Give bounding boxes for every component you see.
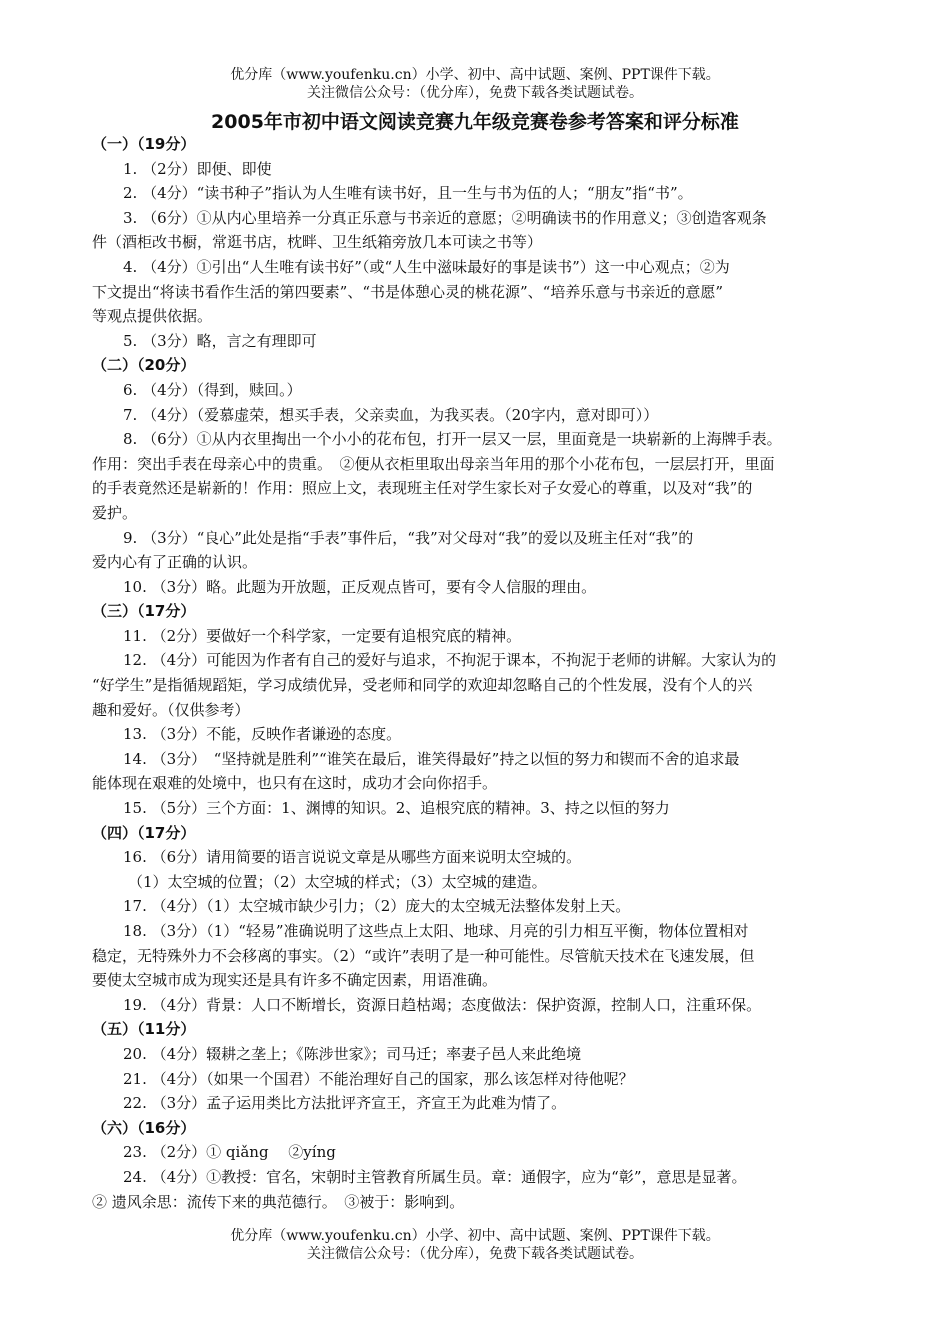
answer-line: 11. （2分）要做好一个科学家，一定要有追根究底的精神。 — [123, 626, 522, 645]
answer-line: 下文提出“将读书看作生活的第四要素”、“书是体憩心灵的桃花源”、“培养乐意与书亲近的意愿” — [92, 282, 724, 301]
answer-line: 19. （4分）背景：人口不断增长，资源日趋枯竭；态度做法：保护资源，控制人口，注重环保。 — [123, 995, 762, 1014]
answer-line: 8. （6分）①从内衣里掏出一个小小的花布包，打开一层又一层，里面竟是一块崭新的上海牌手表。 — [123, 430, 782, 449]
section-heading: （二）（20分） — [92, 356, 196, 375]
answer-line: 稳定，无特殊外力不会移离的事实。（2）“或许”表明了是一种可能性。尽管航天技术在飞速发展，但 — [92, 946, 755, 965]
answer-line: 3. （6分）①从内心里培养一分真正乐意与书亲近的意愿；②明确读书的作用意义；③创造客观条 — [123, 208, 767, 227]
answer-line: 20. （4分）辍耕之垄上；《陈涉世家》；司马迁；率妻子邑人来此绝境 — [123, 1044, 582, 1063]
page-footer — [0, 1227, 950, 1263]
answer-line: 16. （6分）请用简要的语言说说文章是从哪些方面来说明太空城的。 — [123, 848, 582, 867]
section-heading: （四）（17分） — [92, 823, 196, 842]
page-header — [0, 66, 950, 102]
section-heading: （一）（19分） — [92, 135, 196, 153]
footer-line-2: 关注微信公众号：（优分库），免费下载各类试题试卷。 — [307, 1246, 643, 1262]
answer-line: 17. （4分）（1）太空城市缺少引力；（2）庞大的太空城无法整体发射上天。 — [123, 897, 631, 916]
answer-line: 4. （4分）①引出“人生唯有读书好”（或“人生中滋味最好的事是读书”）这一中心观点；②为 — [123, 257, 730, 276]
answer-line: 趣和爱好。（仅供参考） — [92, 700, 250, 719]
header-line-2: 关注微信公众号：（优分库），免费下载各类试题试卷。 — [307, 85, 643, 101]
answer-line: 1. （2分）即便、即使 — [123, 159, 272, 178]
answer-line: 14. （3分） “坚持就是胜利”“谁笑在最后，谁笑得最好”持之以恒的努力和锲而不舍的追求最 — [123, 749, 740, 768]
answer-line: 5. （3分）略，言之有理即可 — [123, 331, 317, 350]
answer-line: 等观点提供依据。 — [92, 307, 213, 326]
answer-line: 的手表竟然还是崭新的！作用：照应上文，表现班主任对学生家长对子女爱心的尊重，以及对“我”的 — [92, 479, 753, 498]
answer-line: 爱护。 — [92, 503, 138, 522]
answer-line: 7. （4分）（爱慕虚荣，想买手表，父亲卖血，为我买表。（20字内，意对即可）） — [123, 405, 659, 424]
answer-line: 18. （3分）（1）“轻易”准确说明了这些点上太阳、地球、月亮的引力相互平衡，物体位置相对 — [123, 922, 749, 940]
footer-line-1: 优分库（www.youfenku.cn）小学、初中、高中试题、案例、PPT课件下载。 — [230, 1228, 720, 1244]
answer-line: 要使太空城市成为现实还是具有许多不确定因素，用语准确。 — [92, 971, 498, 990]
answer-line: ② 遗风余思：流传下来的典范德行。 ③被于：影响到。 — [92, 1192, 465, 1211]
section-heading: （六）（16分） — [92, 1118, 196, 1137]
answer-line: 24. （4分）①教授：官名，宋朝时主管教育所属生员。章：通假字，应为“彰”，意思是显著。 — [123, 1167, 747, 1186]
answer-line: 15. （5分）三个方面：1、渊博的知识。2、追根究底的精神。3、持之以恒的努力 — [123, 799, 670, 818]
answer-line: 12. （4分）可能因为作者有自己的爱好与追求，不拘泥于课本，不拘泥于老师的讲解。大家认为的 — [123, 651, 777, 670]
header-line-1: 优分库（www.youfenku.cn）小学、初中、高中试题、案例、PPT课件下载。 — [230, 67, 720, 83]
answer-line: 爱内心有了正确的认识。 — [92, 553, 258, 572]
section-heading: （五）（11分） — [92, 1020, 196, 1039]
answer-line: 9. （3分）“良心”此处是指“手表”事件后，“我”对父母对“我”的爱以及班主任对“我”的 — [123, 528, 694, 547]
answer-body — [92, 132, 868, 1214]
answer-line: 能体现在艰难的处境中，也只有在这时，成功才会向你招手。 — [92, 774, 498, 793]
answer-line: 23. （2分）① qiǎng ②yíng — [123, 1143, 336, 1162]
answer-line: （1）太空城的位置；（2）太空城的样式；（3）太空城的建造。 — [128, 872, 547, 891]
answer-line: 10. （3分）略。此题为开放题，正反观点皆可，要有令人信服的理由。 — [123, 577, 597, 596]
answer-line: 作用：突出手表在母亲心中的贵重。 ②便从衣柜里取出母亲当年用的那个小花布包，一层层打开，里面 — [92, 454, 775, 473]
document-title: 2005年市初中语文阅读竞赛九年级竞赛卷参考答案和评分标准 — [211, 111, 739, 133]
answer-line: 13. （3分）不能，反映作者谦逊的态度。 — [123, 725, 402, 744]
section-heading: （三）（17分） — [92, 602, 196, 621]
answer-line: 2. （4分）“读书种子”指认为人生唯有读书好，且一生与书为伍的人；“朋友”指“书”。 — [123, 184, 693, 203]
answer-line: “好学生”是指循规蹈矩，学习成绩优异，受老师和同学的欢迎却忽略自己的个性发展，没有个人的兴 — [92, 676, 753, 695]
answer-line: 件（酒柜改书橱，常逛书店，枕畔、卫生纸箱旁放几本可读之书等） — [92, 233, 543, 252]
answer-line: 22. （3分）孟子运用类比方法批评齐宣王，齐宣王为此难为情了。 — [123, 1094, 567, 1113]
answer-line: 6. （4分）（得到，赎回。） — [123, 380, 302, 399]
answer-line: 21. （4分）（如果一个国君）不能治理好自己的国家，那么该怎样对待他呢？ — [123, 1069, 634, 1088]
